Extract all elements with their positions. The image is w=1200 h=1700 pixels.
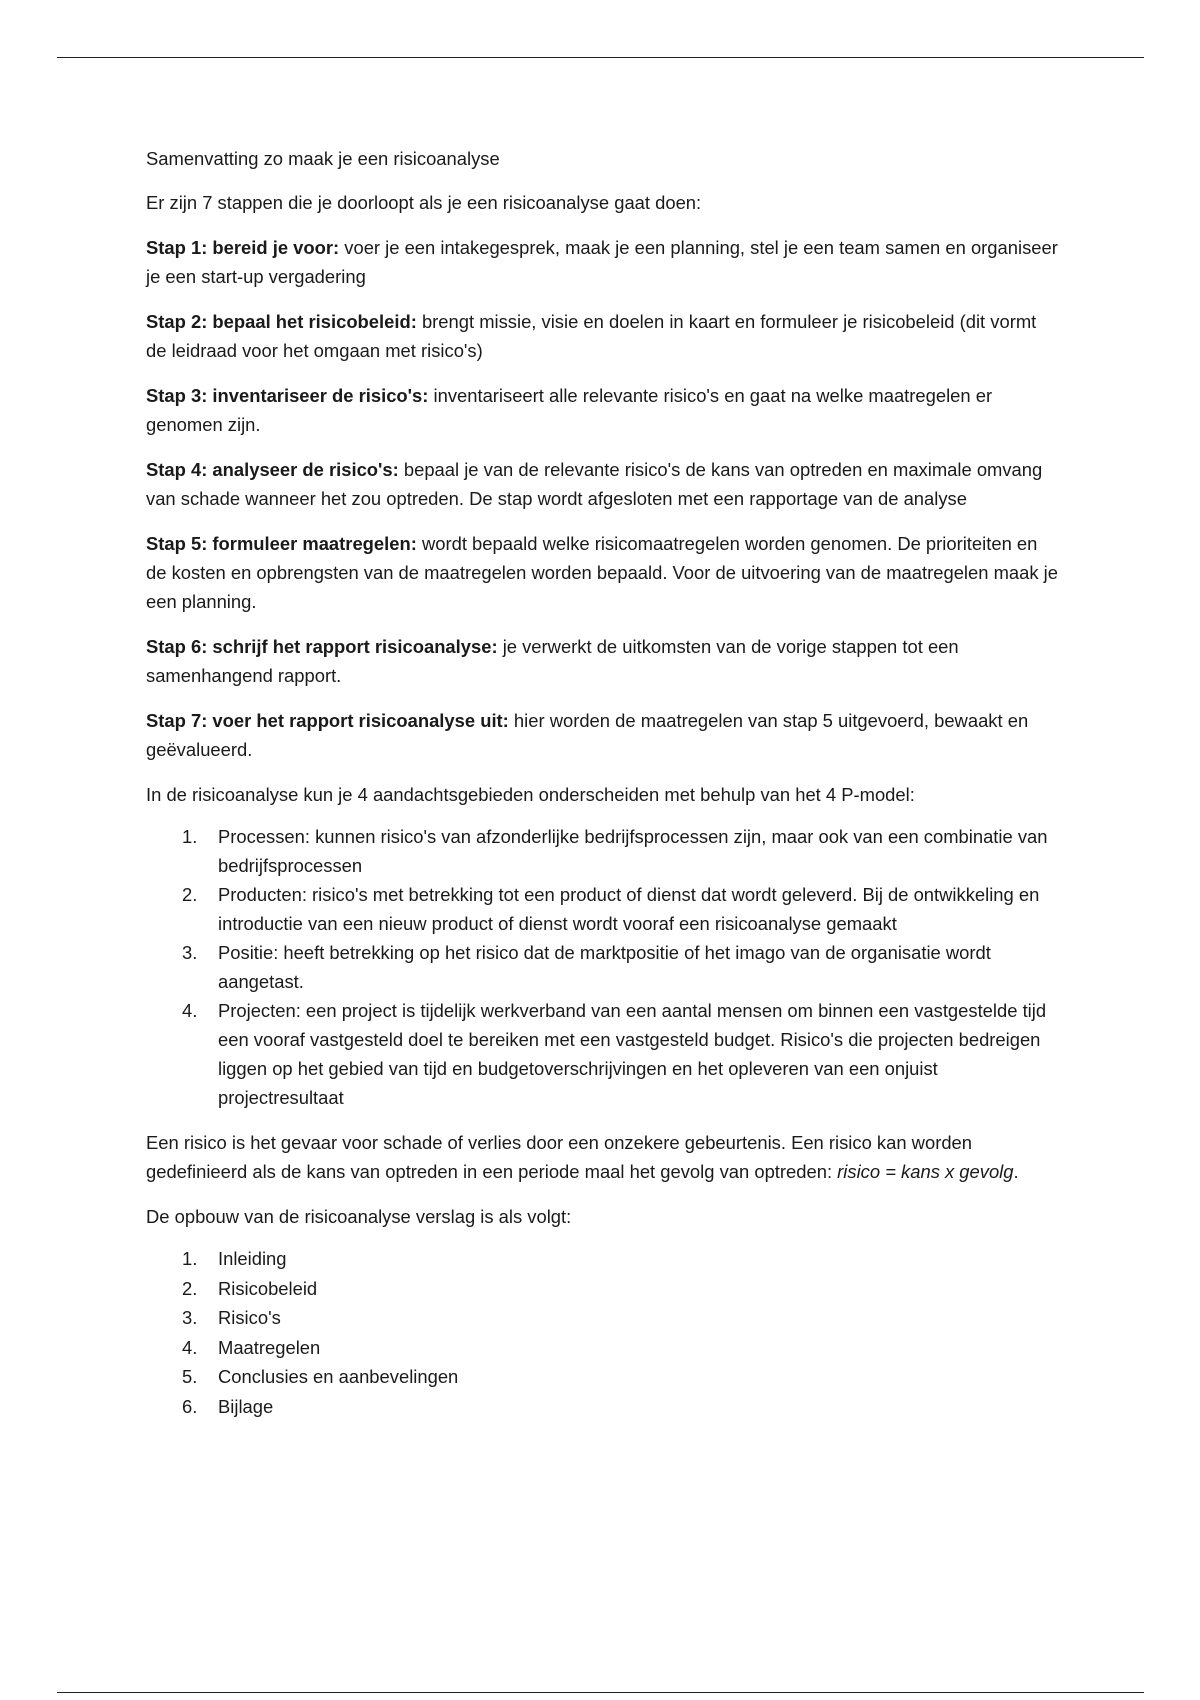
footer-rule xyxy=(57,1692,1144,1693)
step-label: Stap 5: formuleer maatregelen: xyxy=(146,533,417,554)
step-2 xyxy=(146,307,1058,365)
list-number: 2. xyxy=(182,1277,198,1299)
list-number: 3. xyxy=(182,942,198,963)
step-7 xyxy=(146,706,1058,764)
step-6 xyxy=(146,632,1058,690)
step-text: brengt missie, visie en doelen in kaart en formuleer je risicobeleid (dit vormt de leidraad voor het omgaan met risico's) xyxy=(146,311,1037,361)
list-text: Positie: heeft betrekking op het risico dat de marktpositie of het imago van de organisatie wordt aangetast. xyxy=(218,942,991,992)
p-model-intro: In de risicoanalyse kun je 4 aandachtsgebieden onderscheiden met behulp van het 4 P-model: xyxy=(146,784,915,805)
list-number: 3. xyxy=(182,1307,198,1329)
list-item xyxy=(146,1392,1058,1422)
list-number: 2. xyxy=(182,884,198,905)
step-text: wordt bepaald welke risicomaatregelen worden genomen. De prioriteiten en de kosten en opbrengsten van de maatregelen worden bepaald. Voor de uitvoering van de maatregelen maak je een planning. xyxy=(146,533,1058,612)
risk-definition-text: Een risico is het gevaar voor schade of verlies door een onzekere gebeurtenis. Een risico kan worden gedefinieerd als de kans van optreden in een periode maal het gevolg van optreden: xyxy=(146,1132,972,1182)
step-label: Stap 3: inventariseer de risico's: xyxy=(146,385,429,406)
list-number: 5. xyxy=(182,1366,198,1388)
list-item xyxy=(146,996,1058,1112)
step-text: voer je een intakegesprek, maak je een planning, stel je een team samen en organiseer je een start-up vergadering xyxy=(146,237,1058,287)
list-item xyxy=(146,822,1058,880)
step-label: Stap 2: bepaal het risicobeleid: xyxy=(146,311,417,332)
header-rule xyxy=(57,57,1144,58)
p-model-list xyxy=(146,822,1058,1112)
list-text: Projecten: een project is tijdelijk werkverband van een aantal mensen om binnen een vastgestelde tijd een vooraf vastgesteld doel te bereiken met een vastgesteld budget. Risico's die projecten bedreigen liggen op het gebied van tijd en budgetoverschrijvingen en het opleveren van een onjuist projectresultaat xyxy=(218,1000,1047,1108)
list-item xyxy=(146,1333,1058,1363)
risk-end: . xyxy=(1013,1161,1019,1182)
list-item xyxy=(146,880,1058,938)
step-label: Stap 1: bereid je voor: xyxy=(146,237,340,258)
list-item xyxy=(146,938,1058,996)
step-4 xyxy=(146,455,1058,513)
risk-formula: risico = kans x gevolg xyxy=(837,1161,1014,1182)
step-text: je verwerkt de uitkomsten van de vorige stappen tot een samenhangend rapport. xyxy=(146,636,959,686)
step-text: hier worden de maatregelen van stap 5 uitgevoerd, bewaakt en geëvalueerd. xyxy=(146,710,1029,760)
list-item xyxy=(146,1303,1058,1333)
step-3 xyxy=(146,381,1058,439)
step-label: Stap 6: schrijf het rapport risicoanalyse: xyxy=(146,636,498,657)
list-text: Risicobeleid xyxy=(218,1277,318,1299)
step-5 xyxy=(146,529,1058,616)
step-label: Stap 7: voer het rapport risicoanalyse uit: xyxy=(146,710,509,731)
step-text: inventariseert alle relevante risico's en gaat na welke maatregelen er genomen zijn. xyxy=(146,385,993,435)
risk-definition xyxy=(146,1128,1058,1186)
step-text: bepaal je van de relevante risico's de kans van optreden en maximale omvang van schade wanneer het zou optreden. De stap wordt afgesloten met een rapportage van de analyse xyxy=(146,459,1043,509)
list-number: 1. xyxy=(182,1248,198,1269)
list-text: Producten: risico's met betrekking tot een product of dienst dat wordt geleverd. Bij de ontwikkeling en introductie van een nieuw product of dienst wordt vooraf een risicoanalyse gemaakt xyxy=(218,884,1040,934)
report-sections-list xyxy=(146,1244,1058,1422)
list-number: 4. xyxy=(182,1000,198,1021)
step-label: Stap 4: analyseer de risico's: xyxy=(146,459,399,480)
document-body xyxy=(146,144,1058,1438)
list-text: Risico's xyxy=(218,1307,281,1329)
list-item xyxy=(146,1362,1058,1392)
list-number: 4. xyxy=(182,1336,198,1358)
list-text: Processen: kunnen risico's van afzonderlijke bedrijfsprocessen zijn, maar ook van een combinatie van bedrijfsprocessen xyxy=(218,826,1048,876)
list-text: Conclusies en aanbevelingen xyxy=(218,1366,459,1388)
report-intro: De opbouw van de risicoanalyse verslag is als volgt: xyxy=(146,1206,572,1227)
document-title: Samenvatting zo maak je een risicoanalyse xyxy=(146,148,500,169)
list-item xyxy=(146,1274,1058,1304)
list-number: 1. xyxy=(182,826,198,847)
list-text: Maatregelen xyxy=(218,1336,321,1358)
intro-paragraph: Er zijn 7 stappen die je doorloopt als je een risicoanalyse gaat doen: xyxy=(146,192,702,213)
list-number: 6. xyxy=(182,1395,198,1417)
step-1 xyxy=(146,233,1058,291)
list-text: Bijlage xyxy=(218,1395,274,1417)
list-item xyxy=(146,1244,1058,1274)
list-text: Inleiding xyxy=(218,1248,287,1269)
